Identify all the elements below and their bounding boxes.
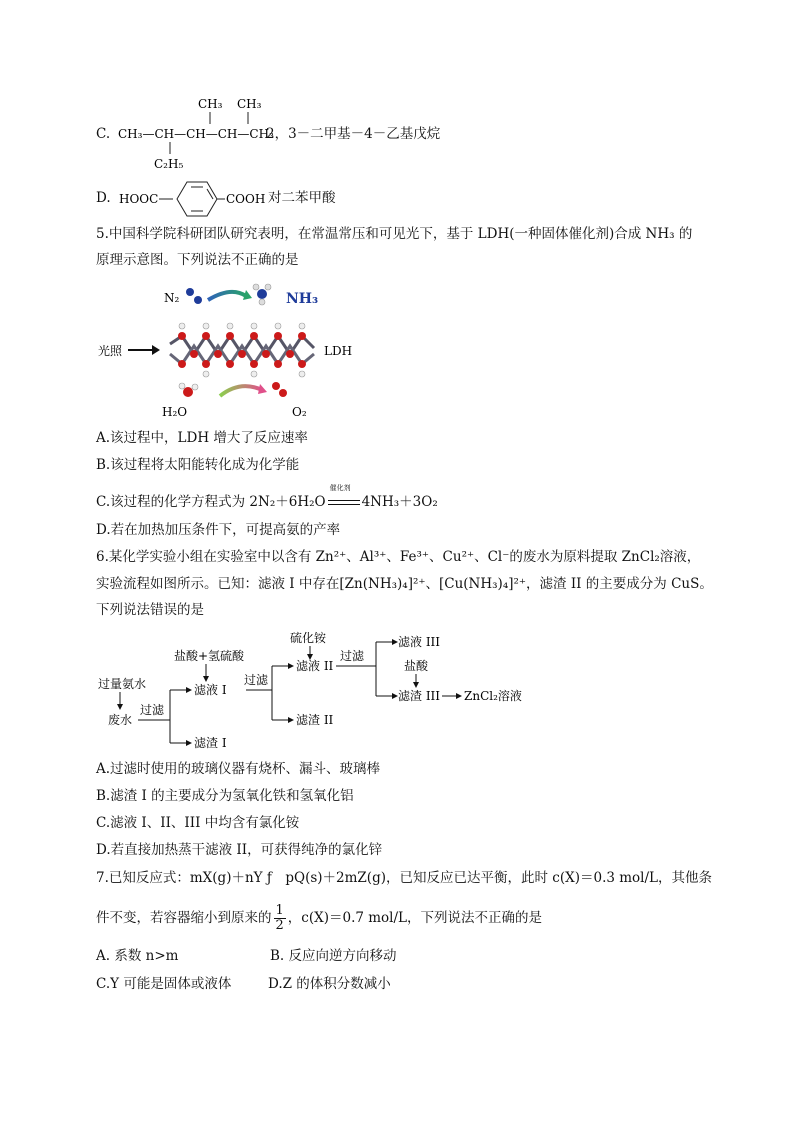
nh3-label: NH₃ [286,291,319,307]
product-label: ZnCl₂溶液 [464,689,522,703]
filter3-label: 过滤 [340,649,365,663]
filtrate1-label: 滤液 I [194,683,227,697]
filter2-label: 过滤 [244,673,269,687]
q7-stem-line2-suffix: ，c(X)＝0.7 mol/L，下列说法不正确的是 [287,910,543,926]
n2-molecule-icon [186,288,202,304]
oxidation-arrow [220,386,262,396]
q7-option-b: B. 反应向逆方向移动 [270,948,397,964]
ammonia-label: 过量氨水 [98,677,147,691]
residue3-label: 滤渣 III [398,689,441,703]
q7-stem-line2-prefix: 件不变，若容器缩小到原来的 [96,910,272,926]
residue1-label: 滤渣 I [194,736,227,750]
one-half-fraction [274,904,286,933]
q6-option-a: A.过滤时使用的玻璃仪器有烧杯、漏斗、玻璃棒 [96,761,381,777]
main-chain: CH₃—CH—CH—CH—CH₃ [118,127,274,141]
branched-alkane-structure [112,92,282,174]
filtrate2-label: 滤液 II [296,659,334,673]
q6-option-c: C.滤液 I、II、III 中均含有氯化铵 [96,815,300,831]
q5-option-c-prefix: C.该过程的化学方程式为 2N₂＋6H₂O [96,494,326,510]
q6-option-d: D.若直接加热蒸干滤液 II，可获得纯净的氯化锌 [96,842,383,858]
ethyl-branch: C₂H₅ [154,157,184,171]
q6-stem-line1: 6.某化学实验小组在实验室中以含有 Zn²⁺、Al³⁺、Fe³⁺、Cu²⁺、Cl⁻的废水为原料提取 ZnCl₂溶液， [96,549,701,565]
h2o-molecule-icon [179,383,198,397]
q6-stem-line3: 下列说法错误的是 [96,602,204,618]
q5-option-a: A.该过程中，LDH 增大了反应速率 [96,430,308,446]
q6-stem-line2: 实验流程如图所示。已知：滤液 I 中存在[Zn(NH₃)₄]²⁺、[Cu(NH₃)₄]²⁺，滤渣 II 的主要成分为 CuS。 [96,576,713,592]
q5-option-d: D.若在加热加压条件下，可提高氨的产率 [96,522,341,538]
q5-option-c-suffix: 4NH₃＋3O₂ [361,494,438,510]
q5-option-b: B.该过程将太阳能转化成为化学能 [96,457,300,473]
methyl-top-1: CH₃ [198,97,223,111]
q5-stem-line1: 5.中国科学院科研团队研究表明，在常温常压和可见光下，基于 LDH(一种固体催化剂)合成 NH₃ 的 [96,226,693,242]
terephthalic-acid-structure [115,176,275,220]
option-c-label: C. [96,126,111,142]
q5-option-c [96,483,438,512]
q7-stem-line1: 7.已知反应式：mX(g)＋nY ƒ pQ(s)＋2mZ(g)，已知反应已达平衡，此时 c(X)＝0.3 mol/L，其他条 [96,870,712,886]
ammonium-sulfide-label: 硫化铵 [290,631,327,645]
q5-stem-line2: 原理示意图。下列说法不正确的是 [96,252,299,268]
hcl-label: 盐酸 [404,659,429,673]
h2o-label: H₂O [162,405,188,419]
n2-label: N₂ [164,291,180,305]
ldh-label: LDH [324,344,353,358]
q6-option-b: B.滤渣 I 的主要成分为氢氧化铁和氢氧化铝 [96,788,354,804]
acids-label: 盐酸+氢硫酸 [174,649,245,663]
residue2-label: 滤渣 II [296,713,334,727]
catalyst-equals [326,483,362,510]
ldh-lattice [170,323,314,377]
catalyst-label: 催化剂 [329,483,351,492]
wastewater-label: 废水 [108,713,133,727]
light-label: 光照 [98,344,123,358]
q7-option-a: A. 系数 n>m [96,948,179,964]
o2-label: O₂ [292,405,307,419]
fraction-numerator: 1 [275,903,284,918]
reduction-arrow [208,292,246,300]
option-c-name: 2，3－二甲基－4－乙基戊烷 [266,126,441,142]
filtrate3-label: 滤液 III [398,635,441,649]
right-carboxyl: COOH [226,192,266,206]
ldh-mechanism-diagram [96,280,366,422]
fraction-denominator: 2 [275,918,284,933]
methyl-top-2: CH₃ [237,97,262,111]
q7-option-d: D.Z 的体积分数减小 [268,976,391,992]
q7-stem-line2 [96,904,542,933]
o2-molecule-icon [272,382,287,397]
option-d-name: 对二苯甲酸 [268,190,336,206]
filter1-label: 过滤 [140,703,165,717]
option-d-label: D. [96,190,111,206]
left-carboxyl: HOOC [119,192,159,206]
nh3-molecule-icon [253,284,271,305]
zncl2-process-flowchart [96,628,556,756]
q7-option-c: C.Y 可能是固体或液体 [96,976,232,992]
